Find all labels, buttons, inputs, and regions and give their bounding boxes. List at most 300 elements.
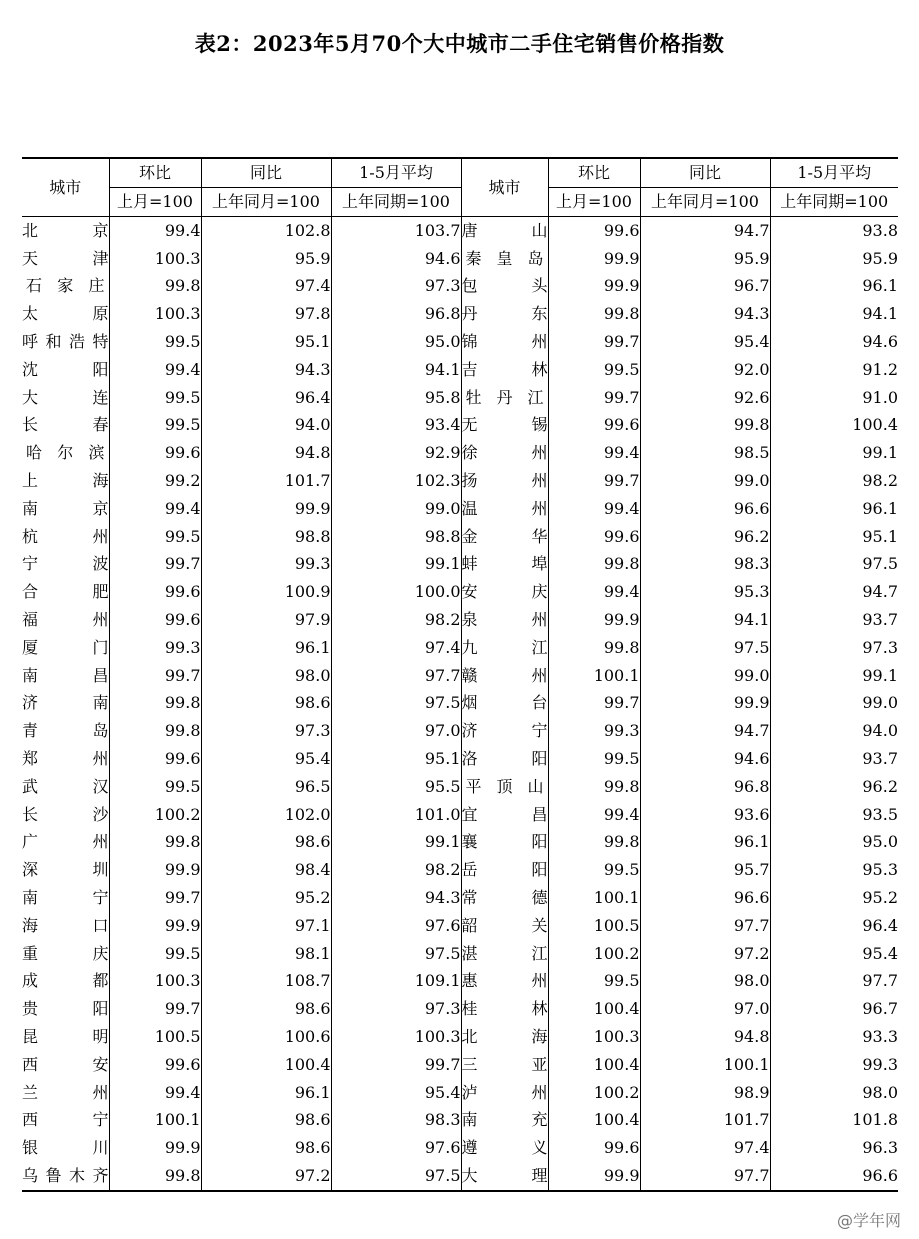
table-row: [22, 884, 898, 912]
table-row: [22, 1023, 898, 1051]
mom-value-right: 99.8: [548, 829, 640, 857]
watermark: @学年网: [836, 1211, 901, 1230]
city-cell-left: [22, 1107, 109, 1135]
mom-value-right: 99.3: [548, 717, 640, 745]
header-yoy-base-left: 上年同月=100: [201, 188, 331, 217]
avg-value-left: 92.9: [331, 439, 461, 467]
table-row: [22, 523, 898, 551]
city-name: 济 宁: [461, 721, 548, 741]
city-cell-right: [461, 801, 548, 829]
city-name: 重 庆: [22, 943, 109, 963]
yoy-value-right: 97.7: [640, 1162, 770, 1191]
yoy-value-right: 92.6: [640, 384, 770, 412]
city-name: 成 都: [22, 971, 109, 991]
mom-value-left: 100.5: [109, 1023, 201, 1051]
city-name: 哈 尔 滨: [26, 443, 105, 463]
table-row: [22, 1162, 898, 1191]
table-row: [22, 551, 898, 579]
avg-value-left: 97.6: [331, 1134, 461, 1162]
yoy-value-left: 98.6: [201, 1134, 331, 1162]
city-name: 烟 台: [461, 693, 548, 713]
yoy-value-right: 96.6: [640, 495, 770, 523]
header-city-right: 城市: [461, 158, 548, 217]
city-name: 太 原: [22, 304, 109, 324]
yoy-value-left: 98.4: [201, 856, 331, 884]
city-name: 常 德: [461, 888, 548, 908]
mom-value-left: 99.5: [109, 384, 201, 412]
yoy-value-right: 99.9: [640, 690, 770, 718]
yoy-value-right: 97.2: [640, 940, 770, 968]
city-name: 天 津: [22, 248, 109, 268]
city-name: 广 州: [22, 832, 109, 852]
mom-value-right: 99.6: [548, 412, 640, 440]
city-name: 泸 州: [461, 1082, 548, 1102]
mom-value-left: 99.9: [109, 856, 201, 884]
header-yoy-left: 同比: [201, 158, 331, 188]
city-name: 泉 州: [461, 610, 548, 630]
city-cell-right: [461, 1079, 548, 1107]
city-cell-left: [22, 634, 109, 662]
avg-value-left: 95.5: [331, 773, 461, 801]
avg-value-left: 98.8: [331, 523, 461, 551]
avg-value-left: 98.2: [331, 856, 461, 884]
city-cell-right: [461, 384, 548, 412]
table-row: [22, 1079, 898, 1107]
city-name: 南 昌: [22, 665, 109, 685]
avg-value-right: 95.2: [862, 888, 898, 908]
yoy-value-left: 100.9: [201, 578, 331, 606]
avg-value-left: 100.3: [331, 1023, 461, 1051]
mom-value-right: 99.4: [548, 439, 640, 467]
yoy-value-left: 95.1: [201, 328, 331, 356]
city-cell-right: [461, 523, 548, 551]
city-cell-right: [461, 495, 548, 523]
yoy-value-right: 97.0: [640, 995, 770, 1023]
mom-value-left: 99.5: [109, 412, 201, 440]
city-name: 吉 林: [461, 359, 548, 379]
city-cell-left: [22, 968, 109, 996]
mom-value-left: 100.2: [109, 801, 201, 829]
city-cell-right: [461, 551, 548, 579]
mom-value-left: 99.9: [109, 1134, 201, 1162]
avg-value-right: 99.1: [862, 665, 898, 685]
city-cell-right: [461, 829, 548, 857]
city-cell-left: [22, 1162, 109, 1191]
mom-value-right: 99.4: [548, 801, 640, 829]
city-name: 赣 州: [461, 665, 548, 685]
city-cell-right: [461, 662, 548, 690]
avg-value-right: 96.6: [862, 1165, 898, 1185]
yoy-value-right: 94.7: [640, 217, 770, 245]
avg-value-left: 98.3: [331, 1107, 461, 1135]
yoy-value-left: 97.9: [201, 606, 331, 634]
avg-value-right: 93.7: [862, 610, 898, 630]
header-avg-base-right: 上年同期=100: [770, 188, 898, 217]
avg-value-right: 96.3: [862, 1138, 898, 1158]
table-row: [22, 745, 898, 773]
yoy-value-right: 99.8: [640, 412, 770, 440]
city-cell-left: [22, 717, 109, 745]
yoy-value-left: 98.6: [201, 690, 331, 718]
avg-value-left: 97.5: [331, 690, 461, 718]
city-cell-left: [22, 1023, 109, 1051]
mom-value-right: 100.1: [548, 662, 640, 690]
city-name: 锦 州: [461, 332, 548, 352]
city-name: 徐 州: [461, 443, 548, 463]
city-name: 西 安: [22, 1054, 109, 1074]
yoy-value-right: 95.4: [640, 328, 770, 356]
table-row: [22, 356, 898, 384]
city-name: 宜 昌: [461, 804, 548, 824]
yoy-value-right: 96.6: [640, 884, 770, 912]
city-cell-left: [22, 773, 109, 801]
mom-value-right: 100.3: [548, 1023, 640, 1051]
table-row: [22, 801, 898, 829]
table-row: [22, 439, 898, 467]
yoy-value-left: 94.0: [201, 412, 331, 440]
mom-value-left: 99.6: [109, 578, 201, 606]
city-name: 青 岛: [22, 721, 109, 741]
avg-value-right: 93.5: [862, 804, 898, 824]
mom-value-left: 99.7: [109, 995, 201, 1023]
mom-value-right: 100.4: [548, 1107, 640, 1135]
city-name: 丹 东: [461, 304, 548, 324]
mom-value-right: 99.9: [548, 606, 640, 634]
yoy-value-left: 97.8: [201, 300, 331, 328]
city-name: 南 充: [461, 1110, 548, 1130]
avg-value-left: 99.1: [331, 829, 461, 857]
city-cell-left: [22, 328, 109, 356]
yoy-value-left: 98.0: [201, 662, 331, 690]
city-name: 温 州: [461, 498, 548, 518]
table-row: [22, 495, 898, 523]
yoy-value-right: 96.1: [640, 829, 770, 857]
city-cell-right: [461, 634, 548, 662]
city-cell-right: [461, 690, 548, 718]
avg-value-right: 97.7: [862, 971, 898, 991]
city-name: 深 圳: [22, 860, 109, 880]
yoy-value-left: 94.3: [201, 356, 331, 384]
yoy-value-left: 102.8: [201, 217, 331, 245]
mom-value-right: 99.5: [548, 356, 640, 384]
yoy-value-left: 96.5: [201, 773, 331, 801]
yoy-value-left: 98.8: [201, 523, 331, 551]
yoy-value-right: 98.3: [640, 551, 770, 579]
yoy-value-right: 97.7: [640, 912, 770, 940]
city-name: 遵 义: [461, 1138, 548, 1158]
table-row: [22, 217, 898, 245]
avg-value-right: 95.9: [862, 248, 898, 268]
yoy-value-left: 98.1: [201, 940, 331, 968]
city-name: 昆 明: [22, 1027, 109, 1046]
header-mom-left: 环比: [109, 158, 201, 188]
yoy-value-left: 96.1: [201, 634, 331, 662]
city-cell-right: [461, 912, 548, 940]
mom-value-left: 99.5: [109, 773, 201, 801]
table-row: [22, 856, 898, 884]
avg-value-right: 94.7: [862, 582, 898, 602]
table-row: [22, 245, 898, 273]
mom-value-right: 99.9: [548, 245, 640, 273]
city-cell-right: [461, 773, 548, 801]
table-row: [22, 940, 898, 968]
city-name: 合 肥: [22, 582, 109, 602]
city-cell-left: [22, 273, 109, 301]
yoy-value-left: 99.3: [201, 551, 331, 579]
city-cell-right: [461, 1107, 548, 1135]
city-name: 惠 州: [461, 971, 548, 991]
city-cell-right: [461, 217, 548, 245]
avg-value-right: 98.0: [862, 1082, 898, 1102]
mom-value-right: 100.4: [548, 1051, 640, 1079]
city-cell-left: [22, 745, 109, 773]
city-cell-left: [22, 523, 109, 551]
header-yoy-base-right: 上年同月=100: [640, 188, 770, 217]
avg-value-left: 94.1: [331, 356, 461, 384]
table-row: [22, 300, 898, 328]
header-avg-right: 1-5月平均: [770, 158, 898, 188]
city-cell-left: [22, 1079, 109, 1107]
yoy-value-right: 95.3: [640, 578, 770, 606]
yoy-value-right: 98.9: [640, 1079, 770, 1107]
mom-value-right: 99.5: [548, 745, 640, 773]
city-name: 包 头: [461, 276, 548, 296]
header-mom-base-right: 上月=100: [548, 188, 640, 217]
mom-value-left: 99.6: [109, 606, 201, 634]
city-cell-left: [22, 412, 109, 440]
city-cell-left: [22, 467, 109, 495]
city-name: 海 口: [22, 915, 109, 935]
city-name: 北 京: [22, 220, 109, 240]
header-mom-right: 环比: [548, 158, 640, 188]
yoy-value-left: 97.3: [201, 717, 331, 745]
city-name: 西 宁: [22, 1110, 109, 1130]
yoy-value-right: 97.4: [640, 1134, 770, 1162]
mom-value-right: 99.8: [548, 773, 640, 801]
yoy-value-right: 94.8: [640, 1023, 770, 1051]
city-cell-left: [22, 384, 109, 412]
mom-value-right: 100.2: [548, 940, 640, 968]
yoy-value-right: 94.3: [640, 300, 770, 328]
avg-value-left: 99.7: [331, 1051, 461, 1079]
city-cell-right: [461, 856, 548, 884]
mom-value-right: 99.4: [548, 495, 640, 523]
avg-value-right: 93.3: [862, 1027, 898, 1046]
city-cell-right: [461, 300, 548, 328]
city-name: 石 家 庄: [26, 276, 105, 296]
city-name: 蚌 埠: [461, 554, 548, 574]
city-name: 贵 阳: [22, 999, 109, 1019]
mom-value-left: 100.3: [109, 300, 201, 328]
city-name: 三 亚: [461, 1054, 548, 1074]
city-cell-right: [461, 745, 548, 773]
mom-value-left: 100.3: [109, 968, 201, 996]
city-name: 九 江: [461, 637, 548, 657]
yoy-value-left: 98.6: [201, 995, 331, 1023]
city-cell-left: [22, 940, 109, 968]
city-name: 福 州: [22, 610, 109, 630]
yoy-value-left: 108.7: [201, 968, 331, 996]
mom-value-left: 99.6: [109, 439, 201, 467]
mom-value-right: 100.5: [548, 912, 640, 940]
avg-value-right: 96.7: [862, 999, 898, 1019]
city-cell-left: [22, 856, 109, 884]
table-row: [22, 578, 898, 606]
avg-value-right: 96.1: [862, 276, 898, 296]
yoy-value-right: 94.6: [640, 745, 770, 773]
city-cell-right: [461, 412, 548, 440]
mom-value-left: 99.5: [109, 328, 201, 356]
avg-value-right: 99.1: [862, 443, 898, 463]
city-cell-right: [461, 1134, 548, 1162]
city-cell-left: [22, 801, 109, 829]
city-name: 银 川: [22, 1138, 109, 1158]
city-cell-right: [461, 328, 548, 356]
yoy-value-left: 95.4: [201, 745, 331, 773]
yoy-value-left: 98.6: [201, 829, 331, 857]
city-cell-left: [22, 829, 109, 857]
city-cell-right: [461, 356, 548, 384]
yoy-value-right: 97.5: [640, 634, 770, 662]
city-cell-left: [22, 662, 109, 690]
city-name: 乌 鲁 木 齐: [22, 1165, 109, 1185]
mom-value-left: 99.3: [109, 634, 201, 662]
avg-value-left: 99.1: [331, 551, 461, 579]
avg-value-left: 97.6: [331, 912, 461, 940]
yoy-value-right: 93.6: [640, 801, 770, 829]
avg-value-right: 98.2: [862, 471, 898, 491]
city-cell-left: [22, 995, 109, 1023]
mom-value-left: 100.3: [109, 245, 201, 273]
avg-value-left: 95.4: [331, 1079, 461, 1107]
city-cell-left: [22, 217, 109, 245]
city-name: 厦 门: [22, 637, 109, 657]
mom-value-right: 99.7: [548, 384, 640, 412]
avg-value-left: 97.5: [331, 1162, 461, 1191]
mom-value-left: 99.8: [109, 1162, 201, 1191]
table-row: [22, 773, 898, 801]
yoy-value-right: 98.0: [640, 968, 770, 996]
city-name: 大 理: [461, 1165, 548, 1185]
city-name: 洛 阳: [461, 749, 548, 769]
city-cell-right: [461, 1162, 548, 1191]
city-cell-left: [22, 551, 109, 579]
table-row: [22, 1107, 898, 1135]
table-row: [22, 1051, 898, 1079]
city-cell-right: [461, 245, 548, 273]
price-index-table: [22, 157, 898, 1192]
yoy-value-left: 99.9: [201, 495, 331, 523]
city-cell-left: [22, 1051, 109, 1079]
mom-value-right: 99.5: [548, 856, 640, 884]
city-name: 唐 山: [461, 220, 548, 240]
mom-value-right: 99.7: [548, 328, 640, 356]
city-name: 长 沙: [22, 804, 109, 824]
yoy-value-right: 96.8: [640, 773, 770, 801]
mom-value-right: 99.8: [548, 551, 640, 579]
avg-value-left: 97.4: [331, 634, 461, 662]
header-yoy-right: 同比: [640, 158, 770, 188]
mom-value-right: 99.8: [548, 300, 640, 328]
table-row: [22, 662, 898, 690]
city-cell-left: [22, 356, 109, 384]
mom-value-left: 99.8: [109, 273, 201, 301]
city-cell-right: [461, 273, 548, 301]
avg-value-left: 101.0: [331, 801, 461, 829]
mom-value-right: 100.4: [548, 995, 640, 1023]
mom-value-right: 99.8: [548, 634, 640, 662]
mom-value-right: 99.6: [548, 523, 640, 551]
avg-value-left: 109.1: [331, 968, 461, 996]
city-cell-right: [461, 1051, 548, 1079]
yoy-value-left: 97.2: [201, 1162, 331, 1191]
table-row: [22, 606, 898, 634]
city-name: 桂 林: [461, 999, 548, 1019]
table-body: [22, 217, 898, 1191]
yoy-value-left: 100.6: [201, 1023, 331, 1051]
city-name: 沈 阳: [22, 359, 109, 379]
mom-value-left: 99.7: [109, 551, 201, 579]
header-avg-left: 1-5月平均: [331, 158, 461, 188]
city-name: 牡 丹 江: [465, 387, 544, 407]
avg-value-left: 97.0: [331, 717, 461, 745]
avg-value-right: 99.0: [862, 693, 898, 713]
city-name: 湛 江: [461, 943, 548, 963]
mom-value-right: 100.2: [548, 1079, 640, 1107]
yoy-value-left: 98.6: [201, 1107, 331, 1135]
mom-value-left: 99.4: [109, 495, 201, 523]
city-cell-left: [22, 245, 109, 273]
table-header: [22, 158, 898, 217]
city-name: 兰 州: [22, 1082, 109, 1102]
yoy-value-right: 95.9: [640, 245, 770, 273]
avg-value-right: 93.8: [862, 220, 898, 240]
mom-value-left: 99.4: [109, 356, 201, 384]
avg-value-right: 101.8: [852, 1110, 898, 1130]
table-row: [22, 829, 898, 857]
yoy-value-right: 100.1: [640, 1051, 770, 1079]
avg-value-left: 96.8: [331, 300, 461, 328]
city-name: 秦 皇 岛: [465, 248, 544, 268]
avg-value-left: 100.0: [331, 578, 461, 606]
avg-value-right: 96.2: [862, 776, 898, 796]
city-cell-right: [461, 578, 548, 606]
mom-value-right: 99.6: [548, 217, 640, 245]
city-name: 宁 波: [22, 554, 109, 574]
table-row: [22, 634, 898, 662]
header-city-left: 城市: [22, 158, 109, 217]
city-name: 济 南: [22, 693, 109, 713]
yoy-value-left: 96.4: [201, 384, 331, 412]
city-cell-right: [461, 606, 548, 634]
city-cell-left: [22, 578, 109, 606]
city-name: 长 春: [22, 415, 109, 435]
mom-value-left: 99.8: [109, 717, 201, 745]
city-cell-left: [22, 606, 109, 634]
mom-value-left: 99.4: [109, 1079, 201, 1107]
mom-value-left: 99.5: [109, 940, 201, 968]
avg-value-right: 91.0: [862, 387, 898, 407]
table-row: [22, 995, 898, 1023]
avg-value-right: 96.1: [862, 498, 898, 518]
table-row: [22, 467, 898, 495]
city-cell-right: [461, 717, 548, 745]
city-name: 襄 阳: [461, 832, 548, 852]
city-cell-right: [461, 1023, 548, 1051]
mom-value-left: 99.2: [109, 467, 201, 495]
avg-value-right: 100.4: [852, 415, 898, 435]
mom-value-left: 99.5: [109, 523, 201, 551]
